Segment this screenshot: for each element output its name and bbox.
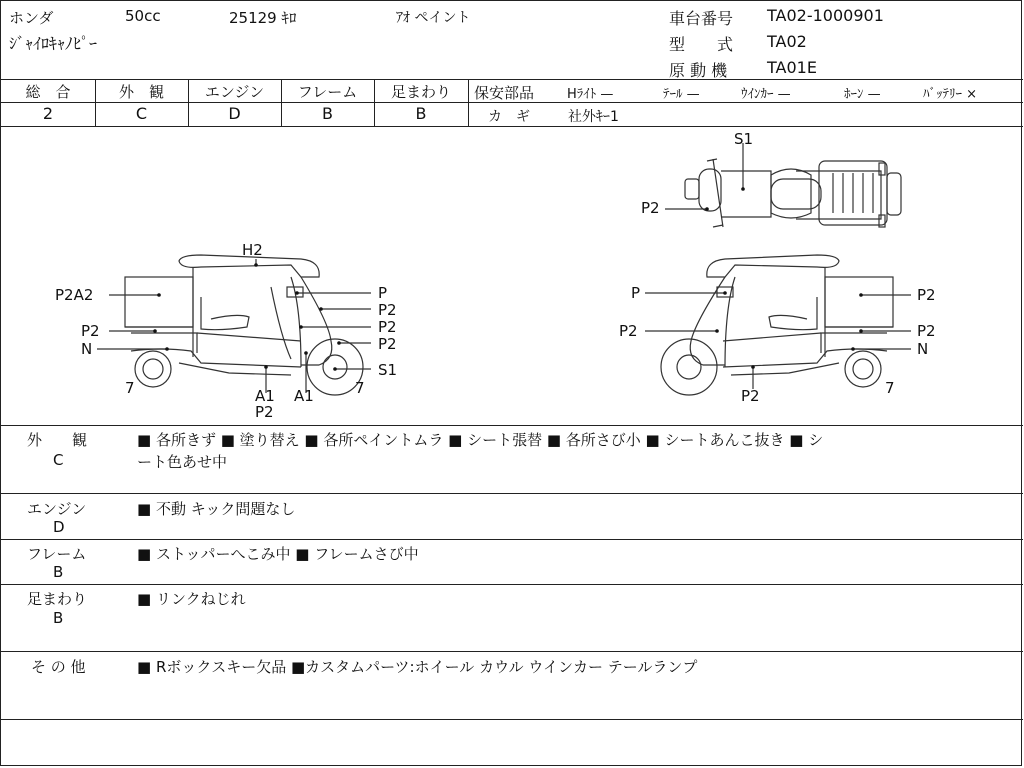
grade-frame-value: B: [322, 104, 333, 123]
remark-suspension-text: ■ リンクねじれ: [137, 590, 246, 608]
remark-exterior-grade: C: [53, 451, 64, 469]
left-side-view-diagram: [125, 255, 363, 395]
label-top-s1: S1: [734, 130, 754, 148]
safety-taillight: ﾃｰﾙ —: [663, 87, 700, 102]
remark-engine-grade: D: [53, 518, 65, 536]
label-left-a1-under: A1: [255, 387, 275, 405]
safety-horn: ﾎｰﾝ —: [844, 87, 881, 102]
grade-exterior-value: C: [135, 104, 148, 123]
label-left-p2d: P2: [378, 335, 397, 353]
label-left-p2c: P2: [378, 318, 397, 336]
grade-suspension-value: B: [415, 104, 427, 123]
chassis-value: TA02-1000901: [767, 6, 884, 25]
label-left-h2: H2: [242, 241, 263, 259]
remark-suspension-title: 足まわり: [27, 590, 88, 608]
remark-frame-grade: B: [53, 563, 64, 581]
remark-frame-text: ■ ストッパーへこみ中 ■ フレームさび中: [137, 545, 419, 563]
engine-value: TA01E: [767, 58, 817, 77]
label-left-p: P: [378, 284, 388, 302]
label-left-n: N: [81, 340, 93, 358]
grade-exterior-label: 外 観: [118, 83, 164, 101]
label-left-a1: A1: [294, 387, 314, 405]
damage-diagram: [1, 127, 1023, 425]
type-label: 型 式: [669, 35, 734, 54]
label-right-7: 7: [885, 379, 895, 397]
safety-label: 保安部品: [474, 84, 535, 102]
grade-engine-label: エンジン: [204, 83, 265, 101]
chassis-label: 車台番号: [669, 9, 734, 28]
remark-frame-title: フレーム: [27, 545, 87, 563]
top-view-diagram: [685, 159, 901, 227]
label-left-7b: 7: [355, 379, 365, 397]
label-right-p2a: P2: [619, 322, 638, 340]
grade-suspension-label: 足まわり: [390, 83, 451, 101]
label-right-p2c: P2: [917, 322, 936, 340]
remark-engine-text: ■ 不動 キック問題なし: [137, 500, 296, 518]
label-right-p2-bottom: P2: [741, 387, 760, 405]
remark-engine-title: エンジン: [27, 500, 87, 518]
safety-battery: ﾊﾞｯﾃﾘｰ ×: [923, 87, 978, 102]
remark-other-title: そ の 他: [31, 658, 86, 676]
label-left-p2a2: P2A2: [55, 286, 94, 304]
type-value: TA02: [767, 32, 807, 51]
displacement: 50cc: [125, 7, 161, 25]
engine-label: 原 動 機: [669, 61, 728, 80]
remark-exterior-text-2: ート色あせ中: [137, 453, 228, 471]
safety-headlight: Hﾗｲﾄ —: [567, 87, 614, 102]
remark-other-text: ■ Rボックスキー欠品 ■カスタムパーツ:ホイール カウル ウインカー テールランプ: [137, 658, 698, 676]
right-side-view-diagram: [661, 255, 893, 395]
remark-suspension-grade: B: [53, 609, 64, 627]
key-label: カ ギ: [488, 109, 530, 125]
grade-overall-value: 2: [42, 104, 54, 123]
label-top-p2: P2: [641, 199, 660, 217]
grade-frame-label: フレーム: [297, 83, 358, 101]
label-left-7a: 7: [125, 379, 135, 397]
maker: ホンダ: [9, 9, 54, 27]
remark-exterior-title: 外 観: [27, 431, 88, 449]
mileage: 25129 ｷﾛ: [229, 9, 297, 27]
remark-exterior-text-1: ■ 各所きず ■ 塗り替え ■ 各所ペイントムラ ■ シート張替 ■ 各所さび小 ■ シートあんこ抜き ■ シ: [137, 431, 824, 449]
label-right-p: P: [631, 284, 641, 302]
label-right-p2b: P2: [917, 286, 936, 304]
key-value: 社外ｷｰ1: [568, 109, 619, 125]
label-left-p2b: P2: [378, 301, 397, 319]
grade-overall-label: 総 合: [25, 83, 71, 101]
label-left-p2-under: P2: [255, 403, 274, 421]
label-right-n: N: [917, 340, 929, 358]
label-left-p2a: P2: [81, 322, 100, 340]
safety-winker: ｳｲﾝｶｰ —: [741, 87, 791, 102]
color: ｱｵ ペイント: [396, 10, 471, 26]
label-left-s1: S1: [378, 361, 398, 379]
grade-engine-value: D: [228, 104, 241, 123]
model-name: ｼﾞｬｲﾛｷｬﾉﾋﾟｰ: [9, 34, 98, 53]
